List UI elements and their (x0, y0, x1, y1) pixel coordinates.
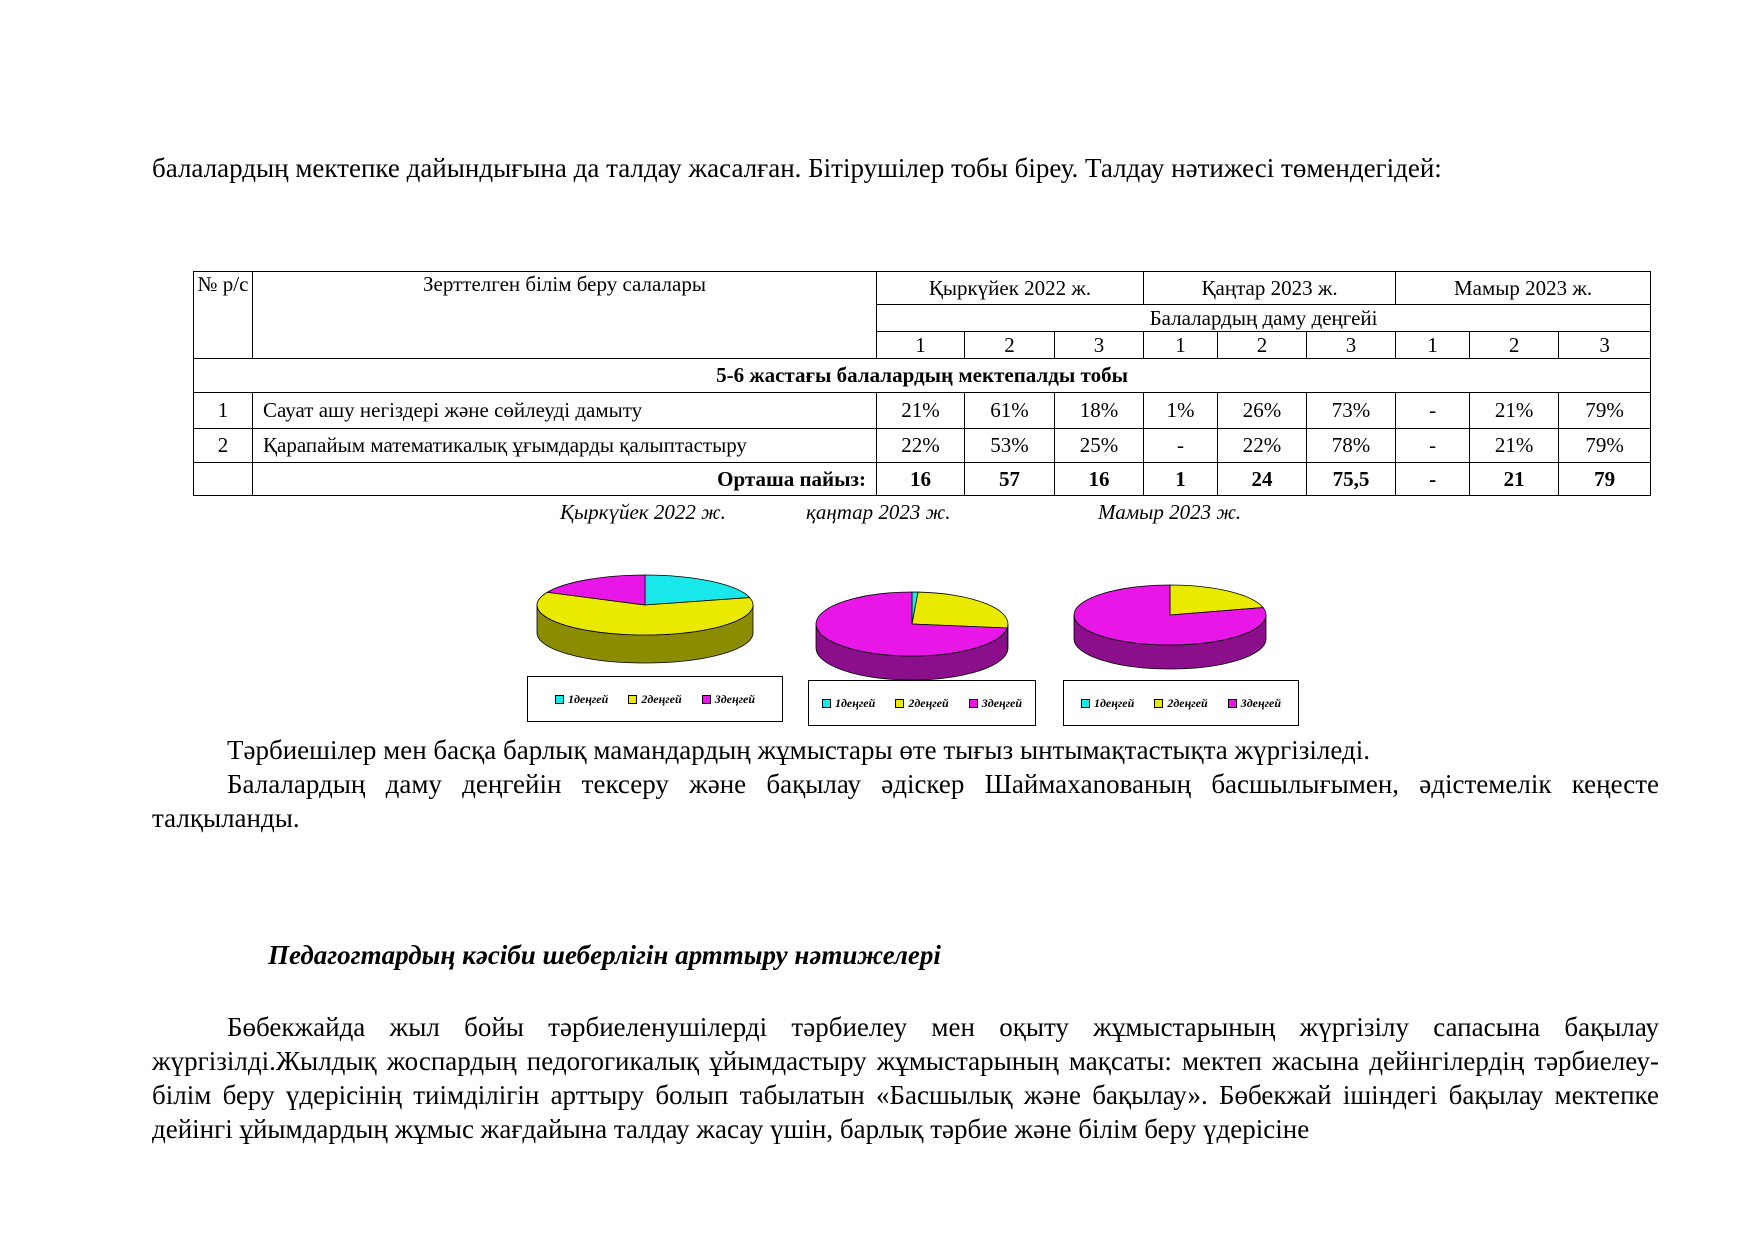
level-header: 1 (877, 332, 965, 359)
level-header: 1 (1144, 332, 1218, 359)
cell: 79% (1559, 393, 1651, 429)
header-subheader: Балалардың даму деңгейі (877, 305, 1651, 332)
cell: 26% (1218, 393, 1307, 429)
cell: 73% (1307, 393, 1396, 429)
legend-item-3: 3деңгей (702, 692, 755, 707)
pie-chart-may (1070, 575, 1290, 675)
table-row (194, 429, 1651, 463)
chart-label-january: қаңтар 2023 ж. (806, 500, 951, 524)
header-areas: Зерттелген білім беру салалары (253, 272, 877, 359)
level-header: 3 (1307, 332, 1396, 359)
legend-item-2: 2деңгей (628, 692, 681, 707)
average-row (194, 463, 1651, 496)
cell: 21% (1470, 429, 1559, 463)
level-header: 3 (1559, 332, 1651, 359)
avg-cell: 57 (965, 463, 1055, 496)
cell: 21% (1470, 393, 1559, 429)
cell: - (1144, 429, 1218, 463)
avg-label: Орташа пайыз: (253, 463, 877, 496)
avg-empty (194, 463, 253, 496)
legend-may (1063, 680, 1299, 726)
header-period-3: Мамыр 2023 ж. (1396, 272, 1651, 305)
cell: 22% (1218, 429, 1307, 463)
legend-item-1: 1деңгей (1081, 696, 1134, 711)
cell: 25% (1055, 429, 1144, 463)
row-name: Сауат ашу негіздері және сөйлеуді дамыту (253, 393, 877, 429)
avg-cell: 16 (1055, 463, 1144, 496)
cell: - (1396, 393, 1470, 429)
level-header: 1 (1396, 332, 1470, 359)
legend-item-3: 3деңгей (1228, 696, 1281, 711)
row-num: 1 (194, 393, 253, 429)
intro-text: балалардың мектепке дайындығына да талдау жасалған. Бітірушілер тобы біреу. Талдау нәтижесі төмендегідей: (152, 153, 1442, 183)
legend-item-1: 1деңгей (822, 696, 875, 711)
legend-september (527, 676, 783, 722)
avg-cell: 21 (1470, 463, 1559, 496)
cell: 18% (1055, 393, 1144, 429)
level-header: 3 (1055, 332, 1144, 359)
avg-cell: 24 (1218, 463, 1307, 496)
pie-slice-2деңгей (912, 592, 1008, 628)
row-name: Қарапайым математикалық ұғымдарды қалыптастыру (253, 429, 877, 463)
cell: 22% (877, 429, 965, 463)
row-num: 2 (194, 429, 253, 463)
header-num: № р/с (194, 272, 253, 359)
paragraph-1: Тәрбиешілер мен басқа барлық мамандардың жұмыстары өте тығыз ынтымақтастықта жүргізіледі. (227, 735, 1370, 765)
avg-cell: 75,5 (1307, 463, 1396, 496)
legend-item-2: 2деңгей (895, 696, 948, 711)
legend-item-3: 3деңгей (969, 696, 1022, 711)
header-period-2: Қаңтар 2023 ж. (1144, 272, 1396, 305)
level-header: 2 (1470, 332, 1559, 359)
pie-chart-september (535, 565, 775, 675)
table-row (194, 393, 1651, 429)
chart-label-may: Мамыр 2023 ж. (1098, 500, 1242, 524)
cell: 21% (877, 393, 965, 429)
legend-item-2: 2деңгей (1154, 696, 1207, 711)
avg-cell: 79 (1559, 463, 1651, 496)
section-heading: Педагогтардың кәсіби шеберлігін арттыру нәтижелері (268, 940, 941, 970)
cell: - (1396, 429, 1470, 463)
results-table (193, 271, 1651, 496)
avg-cell: - (1396, 463, 1470, 496)
header-period-1: Қыркүйек 2022 ж. (877, 272, 1144, 305)
cell: 79% (1559, 429, 1651, 463)
paragraph-3: Бөбекжайда жыл бойы тәрбиеленушілерді тәрбиелеу мен оқыту жұмыстарының жүргізілу сапасына бақылау жүргізілді.Жылдық жоспардың педогогикалық ұйымдастыру жұмыстарының мақсаты: мектеп жасына дейінгілердің тәрбиелеу-білім беру үдерісінің тиімділігін арттыру болып табылатын «Басшылық және бақылау». Бөбекжай ішіндегі бақылау мектепке дейінгі ұйымдардың жұмыс жағдайына талдау жасау үшін, барлық тәрбие және білім беру үдерісіне (152, 1012, 1659, 1144)
cell: 53% (965, 429, 1055, 463)
group-title: 5-6 жастағы балалардың мектепалды тобы (194, 359, 1651, 393)
legend-item-1: 1деңгей (555, 692, 608, 707)
avg-cell: 1 (1144, 463, 1218, 496)
legend-january (808, 680, 1036, 726)
chart-label-september: Қыркүйек 2022 ж. (560, 500, 726, 524)
cell: 61% (965, 393, 1055, 429)
cell: 1% (1144, 393, 1218, 429)
avg-cell: 16 (877, 463, 965, 496)
level-header: 2 (965, 332, 1055, 359)
cell: 78% (1307, 429, 1396, 463)
paragraph-2: Балалардың даму деңгейін тексеру және бақылау әдіскер Шаймахanованың басшылығымен, әдістемелік кеңесте талқыланды. (152, 769, 1659, 833)
pie-chart-january (812, 580, 1032, 680)
level-header: 2 (1218, 332, 1307, 359)
